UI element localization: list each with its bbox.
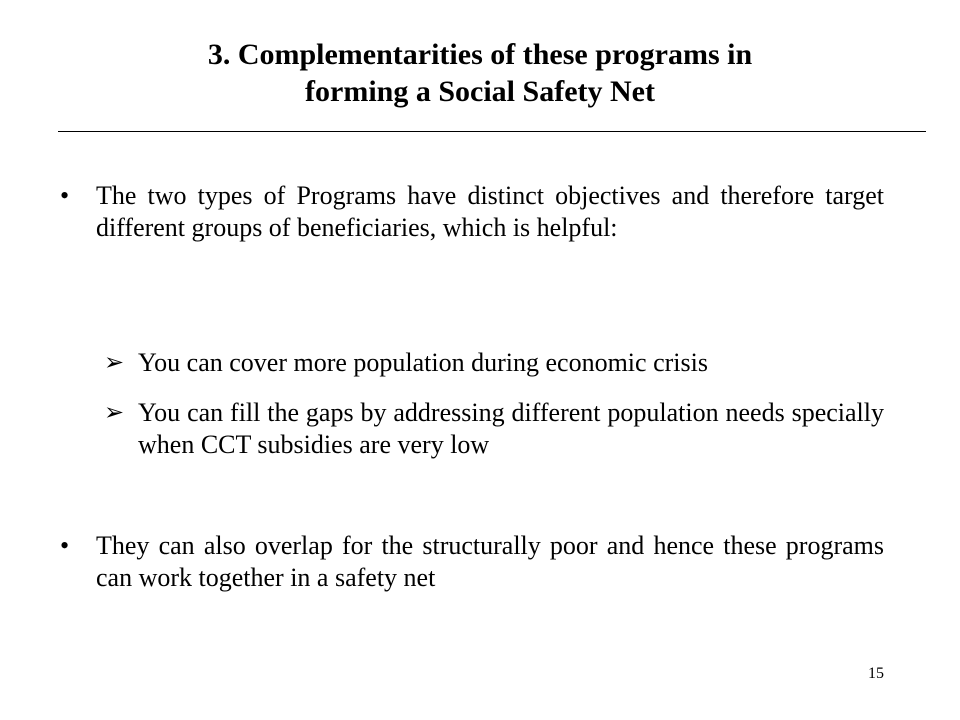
bullet-marker: • [60, 531, 70, 560]
sub-bullet-text-1: You can cover more population during economic crisis [138, 348, 708, 377]
bullet-text-1: The two types of Programs have distinct objectives and therefore target different groups of beneficiaries, which is helpful: [96, 181, 884, 242]
title-divider [58, 131, 926, 132]
title-line-1: 3. Complementarities of these programs in [207, 38, 753, 71]
arrow-icon: ➢ [104, 350, 125, 376]
bullet-marker: • [60, 181, 70, 210]
title-line-2: forming a Social Safety Net [305, 75, 655, 108]
page-number: 15 [868, 665, 884, 682]
slide-title [0, 36, 960, 110]
sub-bullet-text-2: You can fill the gaps by addressing different population needs specially when CCT subsidies are very low [138, 398, 884, 459]
bullet-text-2: They can also overlap for the structurally poor and hence these programs can work together in a safety net [96, 531, 884, 592]
arrow-icon: ➢ [104, 400, 125, 426]
